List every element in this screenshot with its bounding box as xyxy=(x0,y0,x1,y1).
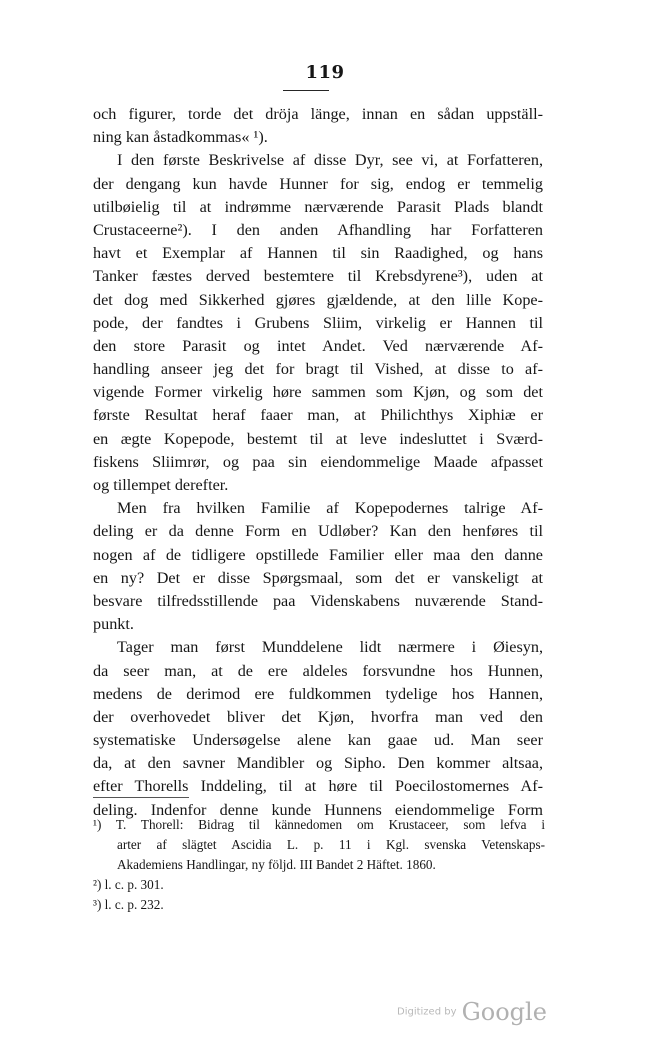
body-line: pode, der fandtes i Grubens Sliim, virkelig er Hannen til xyxy=(93,313,543,332)
body-line: Tanker fæstes derved bestemtere til Krebsdyrene³), uden at xyxy=(93,267,543,286)
body-line: medens de derimod ere fuldkommen tydelige hos Hannen, xyxy=(93,684,543,703)
body-line: det dog med Sikkerhed gjøres gjældende, at den lille Kope- xyxy=(93,290,543,309)
footnote-line: ²) l. c. p. 301. xyxy=(93,877,164,892)
digitization-watermark xyxy=(397,998,547,1026)
body-line: da seer man, at de ere aldeles forsvundne hos Hunnen, xyxy=(93,661,543,680)
footnote-line: ³) l. c. p. 232. xyxy=(93,897,164,912)
footnotes xyxy=(93,815,545,915)
page-number: 119 xyxy=(305,62,345,83)
body-line: handling anseer jeg det for bragt til Vished, at disse to af- xyxy=(93,360,543,379)
body-line: utilbøielig til at indrømme nærværende Parasit Plads blandt xyxy=(93,197,543,216)
body-line: og tillempet derefter. xyxy=(93,476,229,494)
body-line: och figurer, torde det dröja länge, innan en sådan uppställ- xyxy=(93,105,543,123)
watermark-prefix: Digitized by xyxy=(397,1006,457,1018)
body-line: vigende Former virkelig høre sammen som Kjøn, og som det xyxy=(93,383,543,402)
body-line: punkt. xyxy=(93,615,134,634)
body-line: den store Parasit og intet Andet. Ved nærværende Af- xyxy=(93,336,543,355)
body-text xyxy=(93,103,543,822)
footnote-line: ¹) T. Thorell: Bidrag til kännedomen om Krustaceer, som lefva i xyxy=(93,817,545,832)
body-line: da, at den savner Mandibler og Sipho. Den kommer altsaa, xyxy=(93,754,543,773)
body-line: der dengang kun havde Hunner for sig, endog er temmelig xyxy=(93,174,543,193)
watermark-brand: Google xyxy=(461,998,547,1026)
footnote-separator xyxy=(93,797,189,798)
body-line: efter Thorells Inddeling, til at høre til Poecilostomernes Af- xyxy=(93,777,543,796)
body-line: deling. Indenfor denne kunde Hunnens eiendommelige Form xyxy=(93,800,543,819)
body-line: fiskens Sliimrør, og paa sin eiendommelige Maade afpasset xyxy=(93,452,543,471)
body-line: en ny? Det er disse Spørgsmaal, som det er vanskeligt at xyxy=(93,568,543,587)
body-line: systematiske Undersøgelse alene kan gaae ud. Man seer xyxy=(93,731,543,750)
body-line: besvare tilfredsstillende paa Videnskabens nuværende Stand- xyxy=(93,591,543,610)
body-line: der overhovedet bliver det Kjøn, hvorfra man ved den xyxy=(93,707,543,726)
footnote-line: Akademiens Handlingar, ny följd. III Bandet 2 Häftet. 1860. xyxy=(117,857,436,872)
body-line: I den første Beskrivelse af disse Dyr, see vi, at Forfatteren, xyxy=(117,151,543,170)
footnote-line: arter af slägtet Ascidia L. p. 11 i Kgl. svenska Vetenskaps- xyxy=(117,837,545,852)
body-line: deling er da denne Form en Udløber? Kan den henføres til xyxy=(93,522,543,541)
page-number-underline xyxy=(283,90,329,91)
body-line: havt et Exemplar af Hannen til sin Raadighed, og hans xyxy=(93,244,543,263)
body-line: Tager man først Munddelene lidt nærmere i Øiesyn, xyxy=(117,638,543,657)
body-line: ning kan åstadkommas« ¹). xyxy=(93,128,268,147)
body-line: nogen af de tidligere opstillede Familier eller maa den danne xyxy=(93,545,543,564)
body-line: Men fra hvilken Familie af Kopepodernes talrige Af- xyxy=(117,499,543,518)
body-line: Crustaceerne²). I den anden Afhandling har Forfatteren xyxy=(93,220,543,239)
body-line: første Resultat heraf faaer man, at Philichthys Xiphiæ er xyxy=(93,406,543,425)
body-line: en ægte Kopepode, bestemt til at leve indesluttet i Sværd- xyxy=(93,429,543,448)
